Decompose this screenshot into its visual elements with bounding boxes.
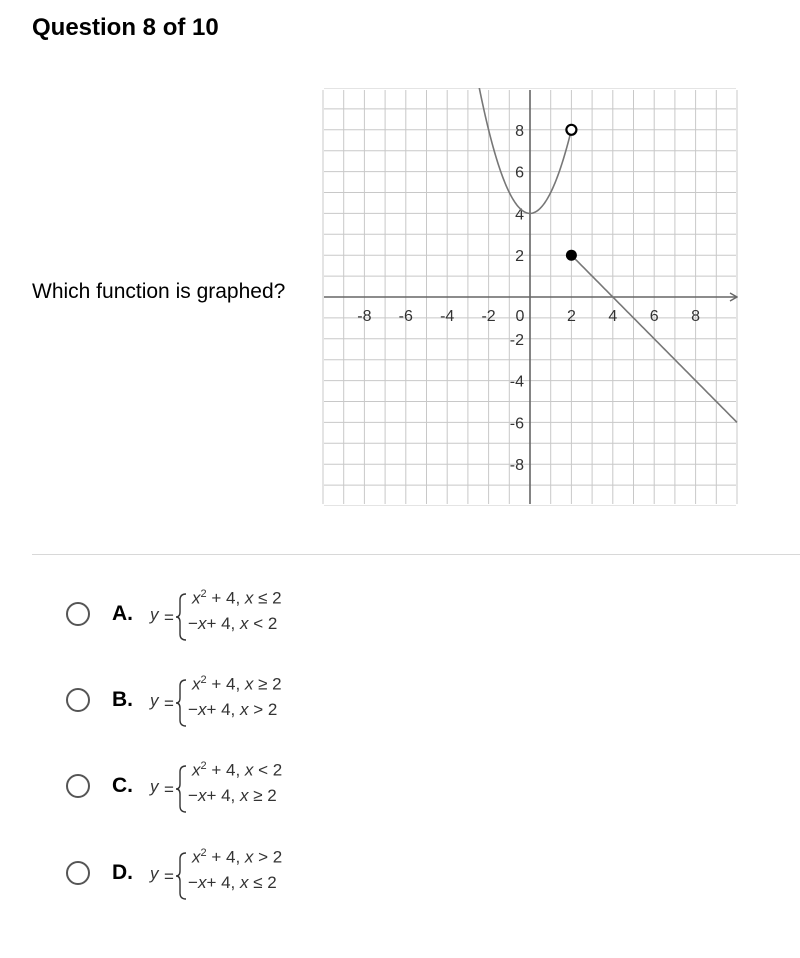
formula-y: y (150, 777, 159, 796)
function-graph (322, 88, 738, 506)
radio-button[interactable] (66, 688, 90, 712)
answer-option-b[interactable] (66, 672, 566, 732)
closed-point (566, 250, 577, 261)
x-tick-label: -4 (440, 308, 455, 325)
radio-button[interactable] (66, 861, 90, 885)
x-tick-label: 2 (566, 308, 576, 325)
option-formula (150, 674, 350, 730)
y-tick-label: -6 (509, 415, 524, 433)
formula-equals: = (164, 608, 174, 627)
x-tick-label: -8 (357, 308, 372, 325)
graph-tick-labels (357, 123, 700, 474)
x-tick-label: 4 (608, 308, 618, 325)
y-tick-label: 6 (515, 164, 524, 182)
brace-icon (174, 764, 188, 814)
x-tick-label: -6 (398, 308, 413, 325)
brace-icon (174, 678, 188, 728)
y-tick-label: -8 (509, 457, 524, 475)
y-tick-label: 2 (515, 248, 524, 266)
formula-bottom-piece: −x+ 4, x < 2 (188, 614, 278, 633)
option-letter: C. (112, 774, 133, 797)
formula-equals: = (164, 780, 174, 799)
formula-top-piece: $x^2 + 4$, x > 2 (192, 847, 283, 867)
answer-option-c[interactable] (66, 758, 566, 818)
formula-top-piece: $x^2 + 4$, x ≥ 2 (192, 674, 282, 694)
formula-equals: = (164, 867, 174, 886)
formula-equals: = (164, 694, 174, 713)
question-header: Question 8 of 10 (32, 14, 219, 41)
y-tick-label: -4 (509, 373, 524, 391)
option-formula (150, 760, 350, 816)
brace-icon (174, 851, 188, 901)
formula-top-piece: $x^2 + 4$, x ≤ 2 (192, 588, 282, 608)
x-tick-label: 8 (691, 308, 701, 325)
question-prompt: Which function is graphed? (32, 280, 286, 303)
divider (32, 554, 800, 555)
radio-button[interactable] (66, 774, 90, 798)
option-letter: B. (112, 688, 133, 711)
answer-option-d[interactable] (66, 845, 566, 905)
option-letter: A. (112, 602, 133, 625)
brace-icon (174, 592, 188, 642)
radio-button[interactable] (66, 602, 90, 626)
y-tick-label: 4 (515, 206, 524, 224)
option-formula (150, 847, 350, 903)
formula-y: y (150, 605, 159, 624)
y-tick-label: 8 (515, 122, 524, 140)
formula-top-piece: $x^2 + 4$, x < 2 (192, 760, 283, 780)
answer-option-a[interactable] (66, 586, 566, 646)
formula-bottom-piece: −x+ 4, x > 2 (188, 700, 278, 719)
y-tick-label: -2 (509, 331, 524, 349)
formula-y: y (150, 691, 159, 710)
open-point (566, 125, 576, 135)
x-tick-label: 0 (515, 308, 525, 325)
formula-bottom-piece: −x+ 4, x ≥ 2 (188, 786, 277, 805)
option-formula (150, 588, 350, 644)
x-tick-label: 6 (649, 308, 659, 325)
option-letter: D. (112, 861, 133, 884)
x-tick-label: -2 (481, 308, 496, 325)
formula-bottom-piece: −x+ 4, x ≤ 2 (188, 873, 277, 892)
formula-y: y (150, 864, 159, 883)
